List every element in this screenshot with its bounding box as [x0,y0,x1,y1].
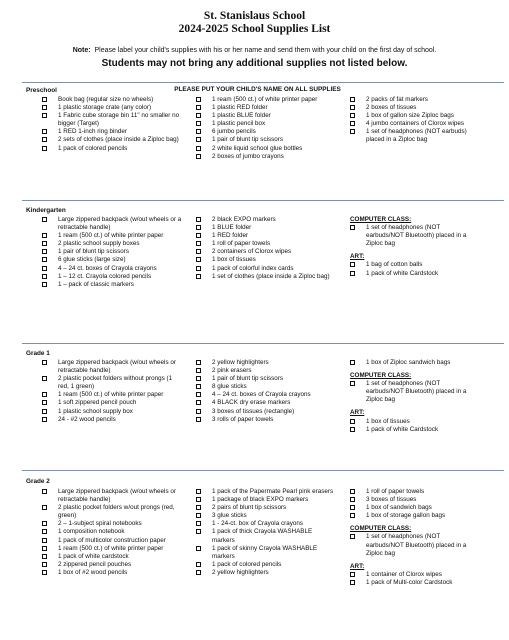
checkbox-icon[interactable] [196,233,201,238]
supply-item [196,416,336,424]
supply-item-text: 1 pack of skinny Crayola WASHABLE markers [212,544,318,560]
supply-item-text: 1 box of gallon size Ziploc bags [366,112,454,120]
section-title-grade2: Grade 2 [26,478,50,485]
supply-item-text: 1 ream (500 ct.) of white printer paper [212,96,318,103]
supply-item [42,553,182,561]
supply-item [196,128,336,136]
checkbox-icon[interactable] [42,266,47,271]
class-heading: ART: [350,253,365,261]
supply-item-text: 2 zippered pencil pouches [58,560,132,568]
supply-item-text: 1 ream (500 ct.) of white printer paper [58,232,164,240]
section-2-column-1 [196,359,336,424]
supply-item-text: 2 black EXPO markers [212,216,276,223]
supply-item-text: 1 pack of the Papermate Pearl pink erasers [212,488,334,495]
divider-grade1 [22,343,504,344]
checkbox-icon[interactable] [196,154,201,159]
supply-item-text: 4 – 24 ct. boxes of Crayola crayons [58,264,157,272]
supply-item-text: 4 – 24 ct. boxes of Crayola crayons [212,391,311,399]
supply-item [350,96,478,104]
checkbox-icon[interactable] [42,105,47,110]
supply-item [350,496,478,504]
supply-item-text: 2 pairs of blunt tip scissors [212,504,287,512]
supply-item-text: 1 package of black EXPO markers [212,496,309,504]
supply-item-text: 8 glue sticks [212,383,247,391]
supply-item-text: 1 plastic pencil box [212,120,266,128]
checkbox-icon[interactable] [42,282,47,287]
supply-item-text: Large zippered backpack (w/out wheels or a retractable handle) [58,216,182,232]
checkbox-icon[interactable] [196,97,201,102]
supply-item-text: 2 plastic school supply boxes [58,240,140,248]
checkbox-icon[interactable] [350,225,355,230]
supply-item [350,359,478,367]
checkbox-icon[interactable] [42,546,47,551]
section-1-column-0 [42,216,182,289]
checkbox-icon[interactable] [42,274,47,279]
supply-item [196,112,336,120]
school-name: St. Stanislaus School [203,10,306,22]
supply-item [196,520,336,528]
checkbox-icon[interactable] [42,249,47,254]
supply-item-text: Book bag (regular size no wheels) [58,96,154,103]
supply-item [196,367,336,375]
label-note [0,46,509,55]
supply-item-text: 1 ream (500 ct.) of white printer paper [58,391,164,399]
supply-item [350,104,478,112]
supply-item-text: 3 boxes of tissues (rectangle) [212,407,295,415]
checkbox-icon[interactable] [350,271,355,276]
supply-item-text: 2 yellow highlighters [212,568,269,576]
checkbox-icon[interactable] [42,360,47,365]
checkbox-icon[interactable] [196,529,201,534]
checkbox-icon[interactable] [350,129,355,134]
supply-item [350,488,478,496]
checkbox-icon[interactable] [350,97,355,102]
supply-item [42,375,182,391]
checkbox-icon[interactable] [196,266,201,271]
supply-item [42,232,182,240]
supply-item-text: 1 - 24-ct. box of Crayola crayons [212,520,303,528]
section-1-column-2 [350,216,478,278]
supply-item-text: 2 plastic pocket folders w/out prongs (red, green) [58,504,175,520]
supply-item-text: Large zippered backpack (w/out wheels or retractable handle) [58,359,176,375]
supply-item [42,537,182,545]
class-heading: COMPUTER CLASS: [350,216,412,223]
section-title-grade1: Grade 1 [26,350,50,357]
supply-item-text: 1 – 12 ct. Crayola colored pencils [58,272,152,280]
section-2-column-0 [42,359,182,424]
checkbox-icon[interactable] [196,417,201,422]
supply-item [42,104,182,112]
supply-item-text: 1 – pack of classic markers [58,280,134,288]
supply-item [196,496,336,504]
supply-item-text: 1 pair of blunt tip scissors [58,248,130,256]
supply-item [350,426,478,434]
checkbox-icon[interactable] [350,113,355,118]
supply-item-text: 1 pack of white cardstock [58,552,129,560]
supply-item [196,569,336,577]
supply-item [42,145,182,153]
section-1-column-1 [196,216,336,281]
supply-item-text: 1 pack of white Cardstock [366,425,439,433]
supply-item [42,504,182,520]
supply-item-text: 2 yellow highlighters [212,359,269,366]
supply-item [196,224,336,232]
supply-item [350,224,478,248]
checkbox-icon[interactable] [196,274,201,279]
checkbox-icon[interactable] [196,225,201,230]
supply-item-text: 1 container of Clorox wipes [366,570,442,578]
class-heading: ART: [350,409,365,417]
section-2-column-2 [350,359,478,434]
supply-item [350,270,478,278]
supply-item [196,256,336,264]
checkbox-icon[interactable] [196,146,201,151]
supply-item [196,561,336,569]
checkbox-icon[interactable] [196,392,201,397]
supply-item-text: 2 boxes of jumbo crayons [212,152,284,160]
checkbox-icon[interactable] [42,505,47,510]
name-banner: PLEASE PUT YOUR CHILD'S NAME ON ALL SUPPLIES [174,86,341,93]
checkbox-icon[interactable] [42,392,47,397]
supply-item-text: 1 pack of multicolor construction paper [58,536,166,544]
divider-top [22,82,504,83]
checkbox-icon[interactable] [42,137,47,142]
supply-item-text: 3 rolls of paper towels [212,415,274,423]
supply-item-text: 1 pack of colorful index cards [212,264,294,272]
supply-item-text: 1 box of tissues [366,417,410,425]
supply-item-text: 1 pack of colored pencils [212,560,282,568]
checkbox-icon[interactable] [196,368,201,373]
supply-item [196,153,336,161]
supply-item [350,120,478,128]
checkbox-icon[interactable] [350,534,355,539]
supply-item-text: 2 – 1-subject spiral notebooks [58,520,142,528]
supply-item [196,399,336,407]
supply-item [196,273,336,281]
supply-item [42,391,182,399]
supply-item [196,504,336,512]
supply-item [350,533,478,557]
supply-item [350,112,478,120]
checkbox-icon[interactable] [196,562,201,567]
class-heading: COMPUTER CLASS: [350,525,412,533]
supply-item [350,579,478,587]
supply-item [196,408,336,416]
supply-item [196,391,336,399]
supply-item [196,248,336,256]
supply-item [42,416,182,424]
supply-item [42,265,182,273]
supply-item-text: 1 plastic BLUE folder [212,112,271,120]
checkbox-icon[interactable] [42,489,47,494]
checkbox-icon[interactable] [196,249,201,254]
supply-item [42,240,182,248]
checkbox-icon[interactable] [42,113,47,118]
supply-item [196,375,336,383]
supply-item-text: 1 roll of paper towels [366,488,425,495]
checkbox-icon[interactable] [350,497,355,502]
checkbox-icon[interactable] [42,233,47,238]
checkbox-icon[interactable] [42,538,47,543]
supply-item-text: 6 jumbo pencils [212,128,256,136]
checkbox-icon[interactable] [196,489,201,494]
supply-item-text: 2 plastic pocket folders without prongs (1 red, 1 green) [58,375,173,391]
supply-item [42,256,182,264]
supply-item-text: 24 - #2 wood pencils [58,415,116,423]
supply-item-text: 1 Fabric cube storage bin 11" no smaller no bigger (Target) [58,112,180,128]
supplies-warning: Students may not bring any additional supplies not listed below. [101,58,408,69]
supply-item-text: 1 set of headphones (NOT earbuds/NOT Bluetooth) placed in a Ziploc bag [366,380,467,404]
supply-item-text: 1 box of tissues [212,256,256,264]
section-0-column-1 [196,96,336,161]
supply-item-text: 1 pack of thick Crayola WASHABLE markers [212,528,313,544]
supply-item [196,528,336,544]
supply-item [42,273,182,281]
section-0-column-0 [42,96,182,153]
checkbox-icon[interactable] [350,105,355,110]
checkbox-icon[interactable] [196,546,201,551]
supply-item [42,488,182,504]
supply-item-text: 1 pack of colored pencils [58,144,128,152]
supply-item [196,240,336,248]
supply-item [196,383,336,391]
checkbox-icon[interactable] [42,146,47,151]
checkbox-icon[interactable] [196,570,201,575]
supply-item [196,545,336,561]
supply-item-text: 1 plastic school supply box [58,407,133,415]
supply-item [42,112,182,128]
supply-item-text: 1 set of headphones (NOT earbuds/NOT Bluetooth) placed in a Ziploc bag [366,224,467,248]
class-heading: COMPUTER CLASS: [350,372,412,380]
supply-item-text: 1 set of headphones (NOT earbuds) placed in a Ziploc bag [366,128,467,144]
checkbox-icon[interactable] [196,137,201,142]
checkbox-icon[interactable] [350,513,355,518]
supply-item [196,120,336,128]
supply-item-text: 2 white liquid school glue bottles [212,144,303,152]
checkbox-icon[interactable] [196,257,201,262]
checkbox-icon[interactable] [350,419,355,424]
checkbox-icon[interactable] [196,384,201,389]
supply-item-text: 4 jumbo containers of Clorox wipes [366,120,464,128]
supply-item [42,408,182,416]
checkbox-icon[interactable] [350,580,355,585]
supply-item [42,281,182,289]
checkbox-icon[interactable] [196,113,201,118]
note-text: Please label your child's supplies with his or her name and send them with your child on the first day of school. [94,47,437,54]
supply-item [42,561,182,569]
supply-item [196,232,336,240]
supply-item-text: 1 box of sandwich bags [366,504,432,512]
supply-item [42,545,182,553]
supply-item-text: 1 composition notebook [58,528,125,536]
supply-item-text: 6 glue sticks (large size) [58,256,126,264]
supply-item-text: 1 set of clothes (place inside a Ziploc bag) [212,272,330,280]
supply-item-text: 1 pair of blunt tip scissors [212,375,284,383]
checkbox-icon[interactable] [196,497,201,502]
supply-item [42,569,182,577]
checkbox-icon[interactable] [42,97,47,102]
supply-item [42,96,182,104]
supply-item-text: 1 plastic RED folder [212,104,268,112]
supply-item [42,359,182,375]
checkbox-icon[interactable] [196,241,201,246]
checkbox-icon[interactable] [42,129,47,134]
supply-item [196,104,336,112]
supply-item [350,504,478,512]
supply-item [196,216,336,224]
supply-item [350,128,478,144]
supply-item-text: 1 BLUE folder [212,224,252,232]
checkbox-icon[interactable] [196,217,201,222]
checkbox-icon[interactable] [350,572,355,577]
supply-item [350,418,478,426]
checkbox-icon[interactable] [196,409,201,414]
checkbox-icon[interactable] [350,381,355,386]
supply-item-text: 3 boxes of tissues [366,496,417,504]
supply-item-text: 2 containers of Clorox wipes [212,248,292,256]
section-3-column-0 [42,488,182,577]
checkbox-icon[interactable] [196,513,201,518]
checkbox-icon[interactable] [42,521,47,526]
supply-item-text: 1 RED folder [212,232,249,240]
supply-item [350,571,478,579]
supply-item [42,528,182,536]
section-3-column-2 [350,488,478,587]
divider-grade2 [22,470,504,471]
class-heading: ART: [350,562,365,570]
supply-item [196,265,336,273]
supply-item [196,136,336,144]
supply-item [42,216,182,232]
checkbox-icon[interactable] [350,360,355,365]
supply-item-text: 1 plastic storage crate (any color) [58,104,152,112]
checkbox-icon[interactable] [42,217,47,222]
checkbox-icon[interactable] [42,257,47,262]
supply-item [196,488,336,496]
section-title-kindergarten: Kindergarten [26,207,66,214]
checkbox-icon[interactable] [196,400,201,405]
divider-kindergarten [22,200,504,201]
supply-item-text: 1 ream (500 ct.) of white printer paper [58,544,164,552]
supply-item [350,380,478,404]
section-0-column-2 [350,96,478,145]
supply-item [42,128,182,136]
supply-item-text: 2 sets of clothes (place inside a Ziploc bag) [58,136,179,144]
section-title-preschool: Preschool [26,87,57,94]
checkbox-icon[interactable] [42,554,47,559]
supply-item-text: 2 boxes of tissues [366,104,417,112]
supply-item-text: 1 set of headphones (NOT earbuds/NOT Bluetooth) placed in a Ziploc bag [366,533,467,557]
supply-item [350,261,478,269]
checkbox-icon[interactable] [42,570,47,575]
checkbox-icon[interactable] [350,505,355,510]
checkbox-icon[interactable] [196,505,201,510]
supply-item [42,520,182,528]
supply-item-text: 3 glue sticks [212,512,247,520]
note-label: Note: [72,47,91,54]
supply-item [42,136,182,144]
supply-item-text: 1 pair of blunt tip scissors [212,136,284,144]
supply-item-text: 1 box of Ziploc sandwich bags [366,359,451,366]
checkbox-icon[interactable] [350,427,355,432]
supply-item-text: 4 BLACK dry erase markers [212,399,291,407]
supply-item-text: 1 box of storage gallon bags [366,512,446,520]
supply-item-text: Large zippered backpack (w/out wheels or retractable handle) [58,488,176,504]
checkbox-icon[interactable] [42,417,47,422]
supply-item [42,248,182,256]
supply-item-text: 1 bag of cotton balls [366,261,423,269]
supply-item-text: 1 pack of Multi-color Cardstock [366,578,453,586]
checkbox-icon[interactable] [350,489,355,494]
supply-item [196,96,336,104]
checkbox-icon[interactable] [42,400,47,405]
supply-item [196,145,336,153]
checkbox-icon[interactable] [350,121,355,126]
checkbox-icon[interactable] [42,529,47,534]
checkbox-icon[interactable] [196,521,201,526]
supply-item [196,512,336,520]
supply-item-text: 2 pink erasers [212,367,252,375]
supply-item [350,512,478,520]
checkbox-icon[interactable] [42,241,47,246]
supply-item-text: 1 roll of paper towels [212,240,271,248]
checkbox-icon[interactable] [350,262,355,267]
checkbox-icon[interactable] [196,376,201,381]
checkbox-icon[interactable] [196,129,201,134]
supply-item-text: 1 soft zippered pencil pouch [58,399,137,407]
section-3-column-1 [196,488,336,577]
supply-item [196,359,336,367]
checkbox-icon[interactable] [196,121,201,126]
supply-item-text: 1 box of #2 wood pencils [58,568,128,576]
supply-item-text: 1 pack of white Cardstock [366,269,439,277]
checkbox-icon[interactable] [42,562,47,567]
supply-item [42,399,182,407]
checkbox-icon[interactable] [42,409,47,414]
checkbox-icon[interactable] [196,105,201,110]
checkbox-icon[interactable] [196,360,201,365]
supply-item-text: 2 packs of fat markers [366,96,428,103]
supply-item-text: 1 RED 1-inch ring binder [58,128,127,136]
list-title: 2024-2025 School Supplies List [178,23,331,35]
checkbox-icon[interactable] [42,376,47,381]
